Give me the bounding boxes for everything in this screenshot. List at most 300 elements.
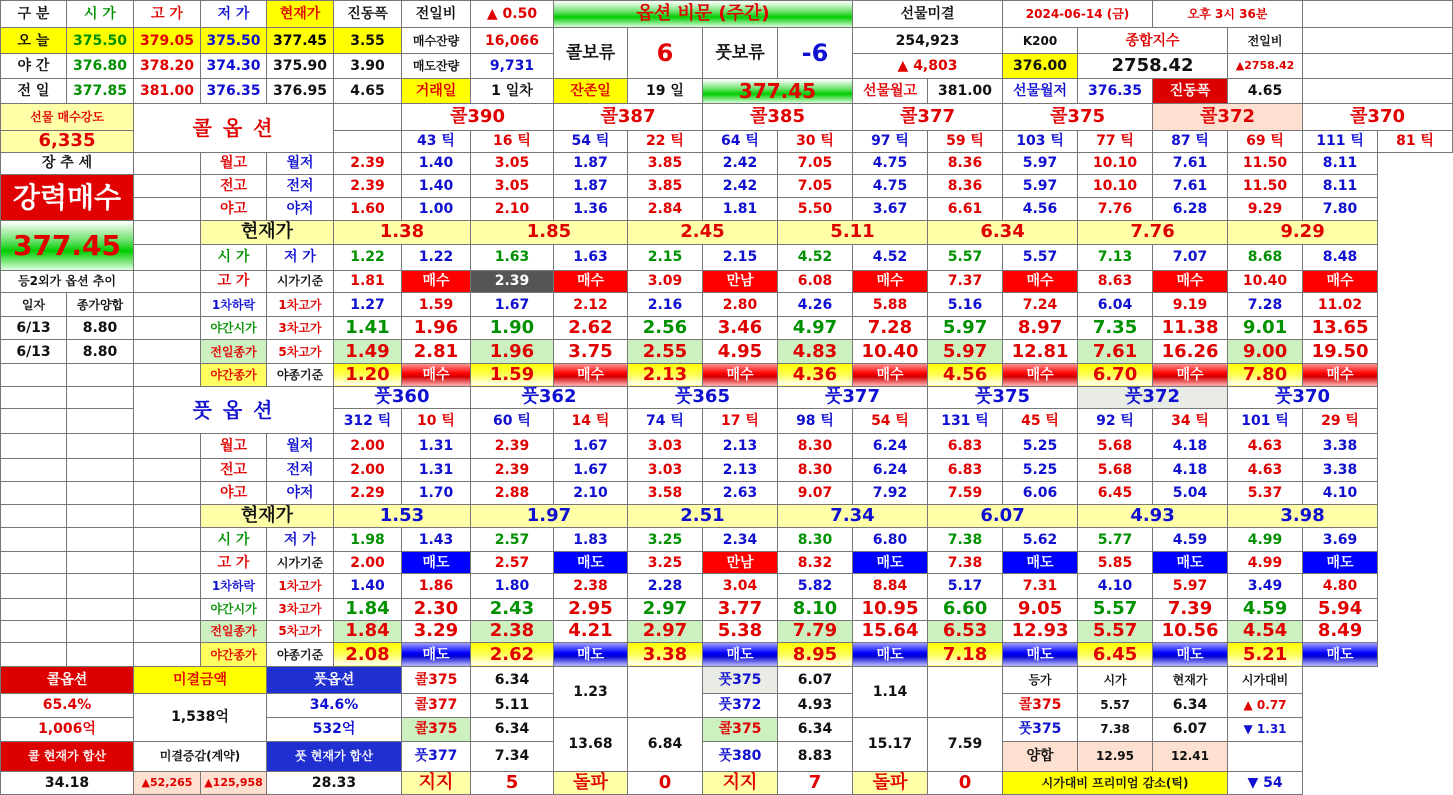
call-1-ml: 1.87 [554, 152, 628, 174]
put-5-ml: 4.18 [1153, 434, 1228, 458]
pair-name: 콜375 [402, 667, 471, 693]
remain-value: 19 일 [628, 79, 703, 104]
date-display: 2024-06-14 (금) [1003, 1, 1153, 28]
blank [67, 642, 134, 666]
call-0-mh: 2.39 [334, 152, 402, 174]
put-cur: 4.93 [1078, 504, 1228, 527]
put-night-close: 5.21 [1228, 642, 1303, 666]
kospi-chg-value: ▲2758.42 [1228, 53, 1303, 78]
trade-day-value: 1 일차 [471, 79, 554, 104]
put-title: 풋 옵 션 [134, 386, 334, 433]
call-1-d1: 1.67 [471, 293, 554, 317]
call-3-h1: 5.88 [853, 293, 928, 317]
lbl-n-open: 야간시가 [201, 598, 267, 620]
big-price: 377.45 [703, 79, 853, 104]
call-2-tick_b: 30 틱 [778, 130, 853, 152]
blank [1, 363, 67, 386]
put-lean-value: -6 [778, 28, 853, 79]
put-4-h3: 9.05 [1003, 598, 1078, 620]
call-5-ph: 10.10 [1078, 174, 1153, 197]
call-6-low: 8.48 [1303, 244, 1378, 270]
blank [67, 504, 134, 527]
pair-val: 6.34 [471, 717, 554, 741]
lbl-cur: 현재가 [201, 504, 334, 527]
call-2-nh: 2.84 [628, 198, 703, 221]
call-4-ph: 8.36 [928, 174, 1003, 197]
blank [134, 434, 201, 458]
blank [1, 574, 67, 598]
pair-name: 풋377 [402, 742, 471, 772]
put-4-nl: 6.06 [1003, 481, 1078, 504]
put-signal: 매도 [1153, 552, 1228, 574]
call-night-close: 1.59 [471, 363, 554, 386]
put-5-pclose: 5.57 [1078, 620, 1153, 642]
put-high: 2.00 [334, 552, 402, 574]
mid1-c: 6.84 [628, 717, 703, 771]
call-high: 8.63 [1078, 270, 1153, 292]
blank [67, 481, 134, 504]
call-1-tick_b: 22 틱 [628, 130, 703, 152]
put-3-d1: 5.82 [778, 574, 853, 598]
blank [1, 408, 67, 433]
call-0-h3: 1.96 [402, 317, 471, 340]
call-2-nl: 1.81 [703, 198, 778, 221]
put-5-pl: 4.18 [1153, 458, 1228, 481]
put-2-h3: 3.77 [703, 598, 778, 620]
blank [1, 598, 67, 620]
put-3-nl: 7.92 [853, 481, 928, 504]
lbl-n-high: 야고 [201, 481, 267, 504]
call-5-tick_b: 69 틱 [1228, 130, 1303, 152]
put-1-tick_b: 14 틱 [554, 408, 628, 433]
lbl-m-low: 월저 [267, 434, 334, 458]
call-6-h5: 19.50 [1303, 340, 1378, 363]
put-2-tick_b: 17 틱 [703, 408, 778, 433]
pair-val: 8.83 [778, 742, 853, 772]
call-1-pl: 1.87 [554, 174, 628, 197]
call-high: 2.39 [471, 270, 554, 292]
put-signal: 매도 [853, 552, 928, 574]
call-2-pclose: 2.55 [628, 340, 703, 363]
call-high: 10.40 [1228, 270, 1303, 292]
put-1-h1: 2.38 [554, 574, 628, 598]
blank [134, 504, 201, 527]
call-4-low: 5.57 [1003, 244, 1078, 270]
pair-name: 풋380 [703, 742, 778, 772]
call-5-h1: 9.19 [1153, 293, 1228, 317]
put-3-h3: 10.95 [853, 598, 928, 620]
put-6-h3: 5.94 [1303, 598, 1378, 620]
blank [1228, 742, 1303, 772]
call-night-signal: 매수 [554, 363, 628, 386]
put-5-ph: 5.68 [1078, 458, 1153, 481]
put-0-d1: 1.40 [334, 574, 402, 598]
put-signal: 매도 [1303, 552, 1378, 574]
put-high: 3.25 [628, 552, 703, 574]
put-1-tick_a: 60 틱 [471, 408, 554, 433]
call-6-ph: 11.50 [1228, 174, 1303, 197]
lbl-n-low: 야저 [267, 198, 334, 221]
blank [134, 174, 201, 197]
put-3-tick_b: 54 틱 [853, 408, 928, 433]
put-3-h5: 15.64 [853, 620, 928, 642]
call-1-tick_a: 54 틱 [554, 130, 628, 152]
blank [1, 642, 67, 666]
call-cur: 1.38 [334, 221, 471, 244]
call-0-pclose: 1.49 [334, 340, 402, 363]
eq-call-cur: 6.34 [1153, 693, 1228, 717]
call-strike-name: 콜377 [853, 104, 1003, 130]
monthly-high-label: 선물월고 [853, 79, 928, 104]
eq-hdr: 시가 [1078, 667, 1153, 693]
lbl-m-high: 월고 [201, 152, 267, 174]
blank [1, 458, 67, 481]
call-5-h5: 16.26 [1153, 340, 1228, 363]
put-2-nl: 2.63 [703, 481, 778, 504]
ask-label: 매도잔량 [402, 53, 471, 78]
blank [334, 104, 402, 130]
break1-value: 0 [628, 771, 703, 794]
call-5-low: 7.07 [1153, 244, 1228, 270]
blank [1303, 79, 1453, 104]
lbl-prev-close: 전일종가 [201, 340, 267, 363]
put-1-pl: 1.67 [554, 458, 628, 481]
call-5-h3: 11.38 [1153, 317, 1228, 340]
put-lean-label: 풋보류 [703, 28, 778, 79]
call-high: 7.37 [928, 270, 1003, 292]
put-1-h3: 2.95 [554, 598, 628, 620]
put-night-signal: 매도 [554, 642, 628, 666]
put-1-d1: 1.80 [471, 574, 554, 598]
pair-val: 4.93 [778, 693, 853, 717]
range-label: 진동폭 [1153, 79, 1228, 104]
lbl-d1: 1차하락 [201, 574, 267, 598]
call-4-h1: 7.24 [1003, 293, 1078, 317]
put-sum-label: 풋 현재가 합산 [267, 742, 402, 772]
call-4-h3: 8.97 [1003, 317, 1078, 340]
put-night-signal: 매도 [703, 642, 778, 666]
call-night-signal: 매수 [1153, 363, 1228, 386]
trend-value: 강력매수 [1, 174, 134, 220]
blank [134, 293, 201, 317]
strength-label: 선물 매수강도 [1, 104, 134, 130]
lbl-open-base: 시가기준 [267, 552, 334, 574]
put-4-tick_a: 131 틱 [928, 408, 1003, 433]
call-sum: 34.18 [1, 771, 134, 794]
call-0-h1: 1.59 [402, 293, 471, 317]
put-4-ml: 5.25 [1003, 434, 1078, 458]
put-high: 4.99 [1228, 552, 1303, 574]
put-6-ml: 3.38 [1303, 434, 1378, 458]
call-3-nopen: 4.97 [778, 317, 853, 340]
call-night-signal: 매수 [1303, 363, 1378, 386]
sheet-row [1, 363, 1453, 386]
put-5-nl: 5.04 [1153, 481, 1228, 504]
today-range: 3.55 [334, 28, 402, 53]
lbl-n-close: 야간종가 [201, 642, 267, 666]
sheet-row [1, 693, 1453, 717]
call-3-ph: 7.05 [778, 174, 853, 197]
lbl-p-high: 전고 [201, 174, 267, 197]
call-6-pl: 8.11 [1303, 174, 1378, 197]
put-1-nopen: 2.43 [471, 598, 554, 620]
mid2-c: 7.59 [928, 717, 1003, 771]
sheet-row [1, 244, 1453, 270]
hdr-date: 일자 [1, 293, 67, 317]
call-5-nl: 6.28 [1153, 198, 1228, 221]
call-cur: 5.11 [778, 221, 928, 244]
pair-val: 6.07 [778, 667, 853, 693]
eq-call-name: 콜375 [1003, 693, 1078, 717]
call-pct: 65.4% [1, 693, 134, 717]
call-night-signal: 매수 [402, 363, 471, 386]
call-2-ml: 2.42 [703, 152, 778, 174]
put-4-h1: 7.31 [1003, 574, 1078, 598]
lbl-cur: 현재가 [201, 221, 334, 244]
put-4-low: 5.62 [1003, 528, 1078, 552]
call-cur: 7.76 [1078, 221, 1228, 244]
put-6-mh: 4.63 [1228, 434, 1303, 458]
blank [334, 130, 402, 152]
mid2-b: 15.17 [853, 717, 928, 771]
sheet-row [1, 552, 1453, 574]
put-3-pl: 6.24 [853, 458, 928, 481]
put-3-pclose: 7.79 [778, 620, 853, 642]
sheet-row [1, 434, 1453, 458]
put-signal: 매도 [402, 552, 471, 574]
put-cur: 1.53 [334, 504, 471, 527]
today-high: 379.05 [134, 28, 201, 53]
call-2-mh: 3.85 [628, 152, 703, 174]
call-2-ph: 3.85 [628, 174, 703, 197]
call-6-open: 8.68 [1228, 244, 1303, 270]
call-1-mh: 3.05 [471, 152, 554, 174]
call-4-h5: 12.81 [1003, 340, 1078, 363]
prev-high: 381.00 [134, 79, 201, 104]
put-night-close: 8.95 [778, 642, 853, 666]
call-2-open: 2.15 [628, 244, 703, 270]
call-5-open: 7.13 [1078, 244, 1153, 270]
pair-name: 콜375 [703, 717, 778, 741]
eq-put-name: 풋375 [1003, 717, 1078, 741]
put-4-pl: 5.25 [1003, 458, 1078, 481]
hist-val: 8.80 [67, 340, 134, 363]
lbl-p-low: 전저 [267, 174, 334, 197]
call-3-d1: 4.26 [778, 293, 853, 317]
put-cur: 3.98 [1228, 504, 1378, 527]
put-strike-name: 풋375 [928, 386, 1078, 408]
put-2-h5: 5.38 [703, 620, 778, 642]
lbl-n-open: 야간시가 [201, 317, 267, 340]
call-night-close: 1.20 [334, 363, 402, 386]
remain-label: 잔존일 [554, 79, 628, 104]
call-cur: 2.45 [628, 221, 778, 244]
put-night-close: 2.08 [334, 642, 402, 666]
put-cur: 2.51 [628, 504, 778, 527]
put-2-nopen: 2.97 [628, 598, 703, 620]
put-2-h1: 3.04 [703, 574, 778, 598]
put-6-nopen: 4.59 [1228, 598, 1303, 620]
lbl-m-high: 월고 [201, 434, 267, 458]
lbl-p-low: 전저 [267, 458, 334, 481]
kospi-label: 종합지수 [1078, 28, 1228, 53]
put-cur: 6.07 [928, 504, 1078, 527]
eq-put-open: 7.38 [1078, 717, 1153, 741]
sheet-row [1, 79, 1453, 104]
call-1-ph: 3.05 [471, 174, 554, 197]
put-0-h5: 3.29 [402, 620, 471, 642]
row-label-prev: 전 일 [1, 79, 67, 104]
call-0-h5: 2.81 [402, 340, 471, 363]
pair-name: 콜377 [402, 693, 471, 717]
eq-sum-name: 양합 [1003, 742, 1078, 772]
put-5-nh: 6.45 [1078, 481, 1153, 504]
call-strike-name: 콜387 [554, 104, 703, 130]
put-0-pl: 1.31 [402, 458, 471, 481]
put-night-signal: 매도 [853, 642, 928, 666]
put-3-ml: 6.24 [853, 434, 928, 458]
call-0-ph: 2.39 [334, 174, 402, 197]
lbl-prev-close: 전일종가 [201, 620, 267, 642]
call-signal: 만남 [703, 270, 778, 292]
change-label: 전일비 [402, 1, 471, 28]
put-5-nopen: 5.57 [1078, 598, 1153, 620]
sheet-row [1, 152, 1453, 174]
put-4-tick_b: 45 틱 [1003, 408, 1078, 433]
eq-sum-cur: 12.41 [1153, 742, 1228, 772]
lbl-open: 시 가 [201, 528, 267, 552]
label-gubun: 구 분 [1, 1, 67, 28]
call-6-h3: 13.65 [1303, 317, 1378, 340]
call-0-pl: 1.40 [402, 174, 471, 197]
call-cur: 6.34 [928, 221, 1078, 244]
kospi-chg-label: 전일비 [1228, 28, 1303, 53]
put-6-open: 4.99 [1228, 528, 1303, 552]
put-night-signal: 매도 [1303, 642, 1378, 666]
lbl-h1: 1차고가 [267, 293, 334, 317]
put-night-signal: 매도 [1153, 642, 1228, 666]
sheet-row [1, 1, 1453, 28]
night-cur: 375.90 [267, 53, 334, 78]
kospi-value: 2758.42 [1078, 53, 1228, 78]
eq-sum-open: 12.95 [1078, 742, 1153, 772]
sheet-row [1, 771, 1453, 794]
call-4-tick_b: 77 틱 [1078, 130, 1153, 152]
put-5-tick_b: 34 틱 [1153, 408, 1228, 433]
put-signal: 매도 [554, 552, 628, 574]
call-2-d1: 2.16 [628, 293, 703, 317]
blank [67, 434, 134, 458]
today-open: 375.50 [67, 28, 134, 53]
put-5-h1: 5.97 [1153, 574, 1228, 598]
sheet-row [1, 481, 1453, 504]
blank [134, 574, 201, 598]
mid1-a: 1.23 [554, 667, 628, 718]
time-display: 오후 3시 36분 [1153, 1, 1303, 28]
oi-amt-label: 미결금액 [134, 667, 267, 693]
blank [134, 598, 201, 620]
break1-label: 돌파 [554, 771, 628, 794]
sheet-row [1, 104, 1453, 130]
sheet-row [1, 340, 1453, 363]
blank [134, 244, 201, 270]
prev-low: 376.35 [201, 79, 267, 104]
label-low: 저 가 [201, 1, 267, 28]
lbl-nc-base: 야종기준 [267, 642, 334, 666]
put-4-pclose: 6.53 [928, 620, 1003, 642]
call-3-open: 4.52 [778, 244, 853, 270]
bid-label: 매수잔량 [402, 28, 471, 53]
lbl-high: 고 가 [201, 270, 267, 292]
blank [1303, 53, 1453, 78]
put-pct: 34.6% [267, 693, 402, 717]
put-sum: 28.33 [267, 771, 402, 794]
call-3-pl: 4.75 [853, 174, 928, 197]
put-6-low: 3.69 [1303, 528, 1378, 552]
call-3-ml: 4.75 [853, 152, 928, 174]
call-night-close: 6.70 [1078, 363, 1153, 386]
blank [1, 504, 67, 527]
ask-value: 9,731 [471, 53, 554, 78]
put-0-h1: 1.86 [402, 574, 471, 598]
call-strike-name: 콜390 [402, 104, 554, 130]
call-night-signal: 매수 [853, 363, 928, 386]
put-1-ph: 2.39 [471, 458, 554, 481]
lbl-h5: 5차고가 [267, 340, 334, 363]
call-4-pclose: 5.97 [928, 340, 1003, 363]
eq-put-diff: ▼ 1.31 [1228, 717, 1303, 741]
lbl-n-close: 야간종가 [201, 363, 267, 386]
lbl-high: 고 가 [201, 552, 267, 574]
call-4-d1: 5.16 [928, 293, 1003, 317]
blank [134, 481, 201, 504]
oi-chg-b: ▲125,958 [201, 771, 267, 794]
call-1-h5: 3.75 [554, 340, 628, 363]
sheet-row [1, 28, 1453, 53]
oi-change-label: 미결증감(계약) [134, 742, 267, 772]
mid2-a: 1.14 [853, 667, 928, 718]
mid1-b: 13.68 [554, 717, 628, 771]
put-1-ml: 1.67 [554, 434, 628, 458]
call-6-d1: 7.28 [1228, 293, 1303, 317]
call-1-nopen: 1.90 [471, 317, 554, 340]
blank [134, 363, 201, 386]
monthly-high-value: 381.00 [928, 79, 1003, 104]
put-4-h5: 12.93 [1003, 620, 1078, 642]
night-low: 374.30 [201, 53, 267, 78]
left-note: 등2외가 옵션 추이 [1, 270, 134, 292]
blank [67, 458, 134, 481]
put-0-pclose: 1.84 [334, 620, 402, 642]
oi-amt-value: 1,538억 [134, 693, 267, 742]
blank [134, 221, 201, 244]
put-cur: 1.97 [471, 504, 628, 527]
oi-value: 254,923 [853, 28, 1003, 53]
support2-value: 7 [778, 771, 853, 794]
blank [134, 198, 201, 221]
lbl-h1: 1차고가 [267, 574, 334, 598]
k200-label: K200 [1003, 28, 1078, 53]
eq-put-cur: 6.07 [1153, 717, 1228, 741]
call-5-pl: 7.61 [1153, 174, 1228, 197]
blank [134, 458, 201, 481]
blank [1, 481, 67, 504]
put-6-ph: 4.63 [1228, 458, 1303, 481]
call-title: 콜 옵 션 [134, 104, 334, 153]
lbl-h3: 3차고가 [267, 598, 334, 620]
call-0-d1: 1.27 [334, 293, 402, 317]
blank [67, 363, 134, 386]
